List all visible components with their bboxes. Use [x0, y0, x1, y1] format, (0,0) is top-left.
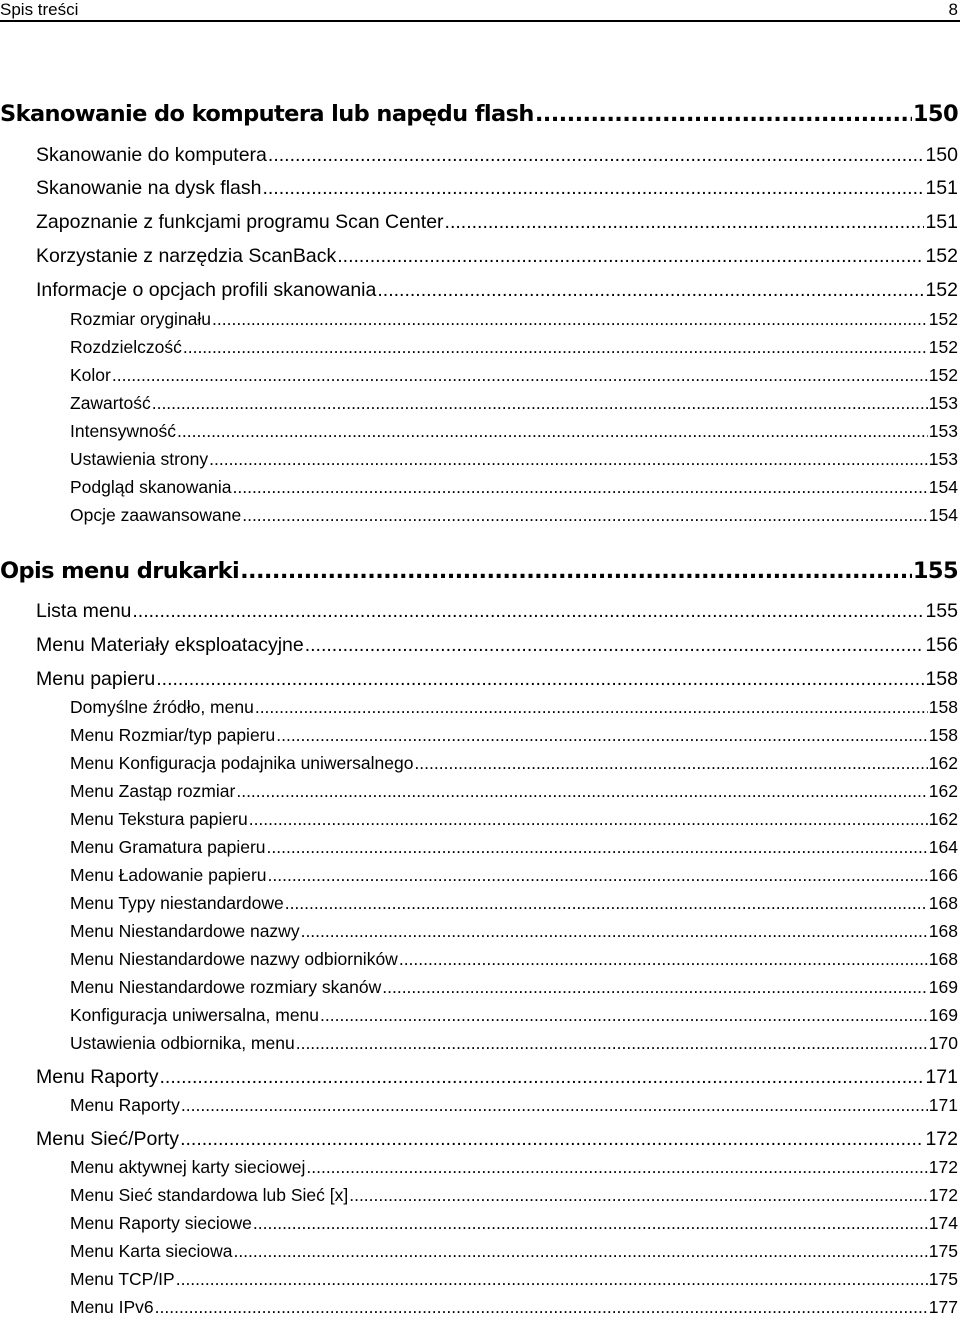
toc-leader-dots [253, 1213, 928, 1234]
toc-subsection-entry[interactable] [70, 365, 958, 391]
toc-chapter-entry[interactable] [0, 558, 958, 588]
toc-leader-dots [240, 558, 912, 584]
toc-entry-label: Menu Niestandardowe nazwy [70, 921, 300, 941]
toc-subsection-entry[interactable] [70, 449, 958, 475]
header-title: Spis treści [0, 0, 79, 19]
toc-subsection-entry[interactable] [70, 893, 958, 919]
toc-subsection-entry[interactable] [70, 921, 958, 947]
toc-entry-page: 175 [928, 1241, 958, 1261]
toc-subsection-entry[interactable] [70, 1185, 958, 1211]
toc-entry-page: 155 [912, 558, 958, 584]
toc-entry-label: Menu Niestandardowe nazwy odbiorników [70, 949, 398, 969]
toc-entry-page: 166 [928, 865, 958, 885]
toc-subsection-entry[interactable] [70, 697, 958, 723]
toc-entry-label: Menu TCP/IP [70, 1269, 175, 1289]
toc-section-entry[interactable] [36, 1066, 958, 1094]
toc-entry-page: 158 [925, 668, 958, 690]
toc-entry-label: Menu Sieć/Porty [36, 1128, 180, 1150]
toc-entry-label: Podgląd skanowania [70, 477, 232, 497]
toc-entry-label: Skanowanie do komputera [36, 144, 267, 166]
toc-leader-dots [233, 477, 928, 498]
toc-leader-dots [267, 837, 928, 858]
toc-entry-label: Zawartość [70, 393, 151, 413]
toc-entry-label: Menu Zastąp rozmiar [70, 781, 236, 801]
toc-subsection-entry[interactable] [70, 949, 958, 975]
toc-entry-page: 170 [928, 1033, 958, 1053]
toc-entry-page: 175 [928, 1269, 958, 1289]
toc-entry-label: Domyślne źródło, menu [70, 697, 254, 717]
toc-entry-page: 151 [925, 211, 958, 233]
toc-entry-label: Skanowanie na dysk flash [36, 177, 262, 199]
toc-entry-label: Informacje o opcjach profili skanowania [36, 279, 377, 301]
toc-entry-label: Rozmiar oryginału [70, 309, 212, 329]
toc-entry-label: Menu Konfiguracja podajnika uniwersalnego [70, 753, 414, 773]
toc-entry-page: 152 [928, 309, 958, 329]
toc-subsection-entry[interactable] [70, 393, 958, 419]
toc-entry-label: Menu Raporty [36, 1066, 159, 1088]
toc-entry-page: 162 [928, 753, 958, 773]
toc-leader-dots [255, 697, 928, 718]
toc-entry-page: 152 [928, 365, 958, 385]
toc-section-entry[interactable] [36, 668, 958, 696]
toc-section-entry[interactable] [36, 211, 958, 239]
toc-entry-label: Opis menu drukarki [0, 558, 240, 584]
toc-entry-page: 174 [928, 1213, 958, 1233]
toc-entry-label: Menu papieru [36, 668, 156, 690]
toc-leader-dots [249, 809, 928, 830]
toc-entry-page: 156 [925, 634, 958, 656]
toc-leader-dots [301, 921, 928, 942]
toc-subsection-entry[interactable] [70, 337, 958, 363]
toc-entry-page: 164 [928, 837, 958, 857]
toc-entry-page: 152 [928, 337, 958, 357]
toc-subsection-entry[interactable] [70, 865, 958, 891]
toc-leader-dots [285, 893, 928, 914]
toc-entry-label: Menu Ładowanie papieru [70, 865, 267, 885]
toc-leader-dots [535, 101, 912, 127]
toc-leader-dots [212, 309, 928, 330]
header-page-number: 8 [948, 0, 958, 19]
toc-section-entry[interactable] [36, 1128, 958, 1156]
toc-leader-dots [268, 144, 925, 167]
toc-entry-page: 158 [928, 697, 958, 717]
toc-subsection-entry[interactable] [70, 725, 958, 751]
toc-entry-page: 151 [925, 177, 958, 199]
toc-leader-dots [156, 668, 924, 691]
toc-section-entry[interactable] [36, 177, 958, 205]
toc-subsection-entry[interactable] [70, 1213, 958, 1239]
toc-subsection-entry[interactable] [70, 309, 958, 335]
toc-subsection-entry[interactable] [70, 1033, 958, 1059]
toc-section-entry[interactable] [36, 279, 958, 307]
toc-entry-label: Ustawienia strony [70, 449, 209, 469]
toc-leader-dots [209, 449, 928, 470]
toc-entry-label: Skanowanie do komputera lub napędu flash [0, 101, 534, 127]
toc-entry-label: Opcje zaawansowane [70, 505, 242, 525]
toc-section-entry[interactable] [36, 144, 958, 172]
toc-leader-dots [268, 865, 928, 886]
toc-subsection-entry[interactable] [70, 505, 958, 531]
toc-entry-page: 155 [925, 600, 958, 622]
toc-subsection-entry[interactable] [70, 1157, 958, 1183]
toc-subsection-entry[interactable] [70, 1241, 958, 1267]
toc-entry-page: 153 [928, 421, 958, 441]
toc-subsection-entry[interactable] [70, 1005, 958, 1031]
toc-leader-dots [236, 781, 927, 802]
toc-entry-label: Rozdzielczość [70, 337, 182, 357]
toc-entry-label: Menu aktywnej karty sieciowej [70, 1157, 306, 1177]
toc-entry-label: Menu Karta sieciowa [70, 1241, 233, 1261]
toc-subsection-entry[interactable] [70, 781, 958, 807]
toc-leader-dots [262, 177, 924, 200]
toc-entry-page: 172 [928, 1185, 958, 1205]
toc-entry-label: Menu Materiały eksploatacyjne [36, 634, 304, 656]
toc-entry-label: Menu Typy niestandardowe [70, 893, 284, 913]
toc-leader-dots [399, 949, 928, 970]
page-header [0, 0, 960, 22]
toc-leader-dots [152, 393, 928, 414]
toc-leader-dots [337, 245, 924, 268]
toc-leader-dots [242, 505, 928, 526]
toc-subsection-entry[interactable] [70, 1095, 958, 1121]
toc-leader-dots [159, 1066, 924, 1089]
toc-subsection-entry[interactable] [70, 421, 958, 447]
toc-leader-dots [177, 421, 928, 442]
toc-leader-dots [112, 365, 928, 386]
toc-entry-page: 152 [925, 279, 958, 301]
toc-subsection-entry[interactable] [70, 809, 958, 835]
toc-entry-label: Zapoznanie z funkcjami programu Scan Center [36, 211, 444, 233]
toc-subsection-entry[interactable] [70, 477, 958, 503]
toc-entry-label: Lista menu [36, 600, 132, 622]
toc-entry-page: 169 [928, 977, 958, 997]
toc-leader-dots [180, 1128, 924, 1151]
toc-entry-page: 154 [928, 505, 958, 525]
toc-entry-page: 177 [928, 1297, 958, 1317]
toc-section-entry[interactable] [36, 245, 958, 273]
toc-entry-page: 158 [928, 725, 958, 745]
toc-entry-label: Menu Gramatura papieru [70, 837, 266, 857]
toc-subsection-entry[interactable] [70, 1269, 958, 1295]
toc-subsection-entry[interactable] [70, 1297, 958, 1323]
toc-entry-label: Menu Sieć standardowa lub Sieć [x] [70, 1185, 349, 1205]
toc-entry-label: Menu IPv6 [70, 1297, 154, 1317]
toc-entry-page: 168 [928, 921, 958, 941]
toc-entry-page: 154 [928, 477, 958, 497]
toc-subsection-entry[interactable] [70, 837, 958, 863]
toc-entry-page: 169 [928, 1005, 958, 1025]
toc-entry-page: 162 [928, 781, 958, 801]
toc-entry-label: Menu Rozmiar/typ papieru [70, 725, 276, 745]
toc-leader-dots [276, 725, 928, 746]
toc-entry-label: Menu Raporty sieciowe [70, 1213, 252, 1233]
toc-leader-dots [176, 1269, 928, 1290]
toc-entry-page: 152 [925, 245, 958, 267]
toc-entry-label: Kolor [70, 365, 111, 385]
toc-entry-label: Ustawienia odbiornika, menu [70, 1033, 295, 1053]
toc-entry-label: Menu Tekstura papieru [70, 809, 248, 829]
toc-entry-label: Konfiguracja uniwersalna, menu [70, 1005, 320, 1025]
toc-leader-dots [306, 1157, 927, 1178]
toc-leader-dots [183, 337, 928, 358]
toc-leader-dots [414, 753, 927, 774]
toc-chapter-entry[interactable] [0, 101, 958, 131]
toc-entry-label: Korzystanie z narzędzia ScanBack [36, 245, 337, 267]
toc-leader-dots [382, 977, 928, 998]
toc-section-entry[interactable] [36, 600, 958, 628]
toc-entry-label: Menu Raporty [70, 1095, 180, 1115]
toc-section-entry[interactable] [36, 634, 958, 662]
toc-leader-dots [349, 1185, 928, 1206]
toc-entry-page: 150 [912, 101, 958, 127]
toc-leader-dots [320, 1005, 928, 1026]
toc-leader-dots [377, 279, 924, 302]
toc-entry-page: 172 [928, 1157, 958, 1177]
toc-leader-dots [181, 1095, 928, 1116]
toc-leader-dots [305, 634, 925, 657]
toc-entry-page: 153 [928, 393, 958, 413]
toc-entry-page: 168 [928, 893, 958, 913]
toc-entry-page: 172 [925, 1128, 958, 1150]
toc-leader-dots [296, 1033, 928, 1054]
toc-subsection-entry[interactable] [70, 753, 958, 779]
toc-entry-page: 171 [925, 1066, 958, 1088]
toc-entry-label: Intensywność [70, 421, 177, 441]
toc-entry-page: 168 [928, 949, 958, 969]
toc-leader-dots [132, 600, 924, 623]
toc-entry-label: Menu Niestandardowe rozmiary skanów [70, 977, 382, 997]
toc-entry-page: 162 [928, 809, 958, 829]
toc-entry-page: 153 [928, 449, 958, 469]
toc-leader-dots [445, 211, 925, 234]
toc-entry-page: 150 [925, 144, 958, 166]
toc-subsection-entry[interactable] [70, 977, 958, 1003]
toc-entry-page: 171 [928, 1095, 958, 1115]
toc-leader-dots [155, 1297, 928, 1318]
toc-leader-dots [233, 1241, 927, 1262]
